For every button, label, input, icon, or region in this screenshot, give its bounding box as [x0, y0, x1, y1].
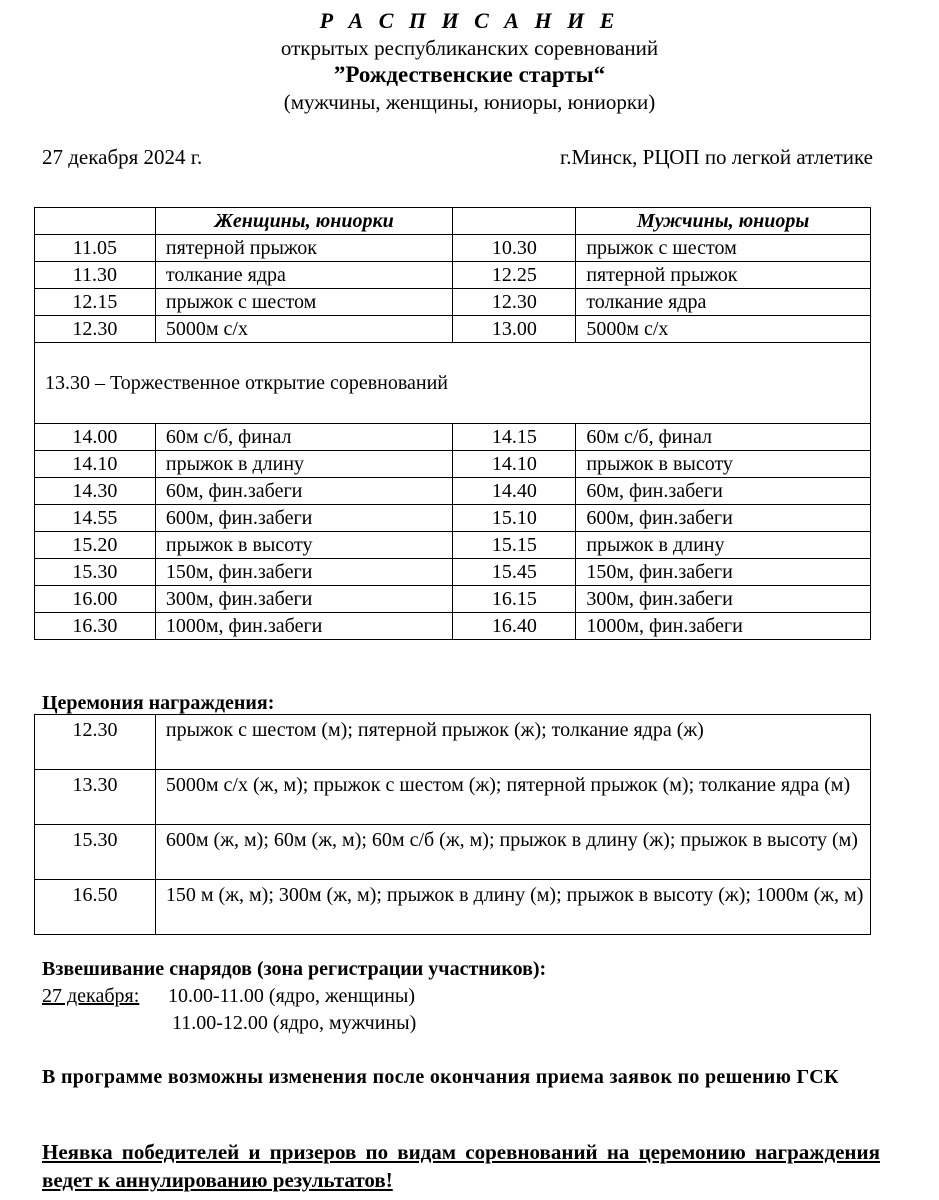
men-time: 16.15	[453, 586, 576, 613]
men-time: 16.40	[453, 613, 576, 640]
men-time: 15.45	[453, 559, 576, 586]
men-time: 14.15	[453, 424, 576, 451]
women-time: 16.30	[35, 613, 156, 640]
women-header: Женщины, юниорки	[155, 208, 453, 235]
men-time: 14.40	[453, 478, 576, 505]
women-time: 14.10	[35, 451, 156, 478]
men-event: 60м с/б, финал	[576, 424, 871, 451]
men-event: 150м, фин.забеги	[576, 559, 871, 586]
header-time-women	[35, 208, 156, 235]
women-event: толкание ядра	[155, 262, 453, 289]
men-event: 300м, фин.забеги	[576, 586, 871, 613]
schedule-row	[35, 235, 871, 262]
ceremony-row	[35, 880, 871, 935]
women-event: 60м с/б, финал	[155, 424, 453, 451]
ceremony-time: 15.30	[35, 825, 156, 880]
women-event: 1000м, фин.забеги	[155, 613, 453, 640]
women-time: 11.05	[35, 235, 156, 262]
women-time: 14.55	[35, 505, 156, 532]
ceremony-events: 150 м (ж, м); 300м (ж, м); прыжок в длину (м); прыжок в высоту (ж); 1000м (ж, м)	[155, 880, 870, 935]
ceremony-events: 600м (ж, м); 60м (ж, м); 60м с/б (ж, м); прыжок в длину (ж); прыжок в высоту (м)	[155, 825, 870, 880]
ceremony-time: 13.30	[35, 770, 156, 825]
women-event: прыжок с шестом	[155, 289, 453, 316]
ceremony-events: прыжок с шестом (м); пятерной прыжок (ж); толкание ядра (ж)	[155, 715, 870, 770]
men-event: 5000м с/х	[576, 316, 871, 343]
no-show-warning: Неявка победителей и призеров по видам соревнований на церемонию награждения ведет к аннулированию результатов!	[42, 1140, 880, 1192]
weighing-date: 27 декабря:	[42, 985, 140, 1007]
women-time: 11.30	[35, 262, 156, 289]
women-event: 150м, фин.забеги	[155, 559, 453, 586]
schedule-header-row	[35, 208, 871, 235]
women-event: 60м, фин.забеги	[155, 478, 453, 505]
schedule-row	[35, 559, 871, 586]
event-date: 27 декабря 2024 г.	[42, 145, 203, 169]
men-time: 10.30	[453, 235, 576, 262]
schedule-row	[35, 316, 871, 343]
women-time: 15.30	[35, 559, 156, 586]
header-time-men	[453, 208, 576, 235]
women-time: 12.15	[35, 289, 156, 316]
schedule-row	[35, 289, 871, 316]
ceremony-table	[34, 714, 871, 935]
women-time: 16.00	[35, 586, 156, 613]
ceremony-row	[35, 825, 871, 880]
women-event: 600м, фин.забеги	[155, 505, 453, 532]
women-time: 12.30	[35, 316, 156, 343]
opening-ceremony: 13.30 – Торжественное открытие соревнований	[35, 343, 871, 424]
men-time: 13.00	[453, 316, 576, 343]
schedule-row	[35, 451, 871, 478]
schedule-row	[35, 532, 871, 559]
schedule-row	[35, 262, 871, 289]
event-name: ”Рождественские старты“	[333, 62, 606, 87]
ceremony-row	[35, 770, 871, 825]
women-event: 300м, фин.забеги	[155, 586, 453, 613]
men-time: 15.15	[453, 532, 576, 559]
men-time: 15.10	[453, 505, 576, 532]
ceremony-time: 16.50	[35, 880, 156, 935]
men-event: пятерной прыжок	[576, 262, 871, 289]
women-time: 14.00	[35, 424, 156, 451]
schedule-row	[35, 424, 871, 451]
women-event: прыжок в длину	[155, 451, 453, 478]
men-time: 12.25	[453, 262, 576, 289]
ceremony-row	[35, 715, 871, 770]
men-event: 1000м, фин.забеги	[576, 613, 871, 640]
weighing-slot-2: 11.00-12.00 (ядро, мужчины)	[172, 1012, 417, 1034]
men-event: 60м, фин.забеги	[576, 478, 871, 505]
schedule-row	[35, 478, 871, 505]
men-event: толкание ядра	[576, 289, 871, 316]
event-categories: (мужчины, женщины, юниоры, юниорки)	[283, 90, 656, 114]
women-time: 15.20	[35, 532, 156, 559]
schedule-row	[35, 505, 871, 532]
ceremony-events: 5000м с/х (ж, м); прыжок с шестом (ж); пятерной прыжок (м); толкание ядра (м)	[155, 770, 870, 825]
women-event: прыжок в высоту	[155, 532, 453, 559]
men-time: 14.10	[453, 451, 576, 478]
event-location: г.Минск, РЦОП по легкой атлетике	[560, 145, 873, 169]
men-time: 12.30	[453, 289, 576, 316]
men-header: Мужчины, юниоры	[576, 208, 871, 235]
schedule-row	[35, 613, 871, 640]
women-event: 5000м с/х	[155, 316, 453, 343]
ceremony-time: 12.30	[35, 715, 156, 770]
schedule-table	[34, 207, 871, 640]
program-change-notice: В программе возможны изменения после окончания приема заявок по решению ГСК	[42, 1066, 839, 1088]
men-event: прыжок с шестом	[576, 235, 871, 262]
opening-row	[35, 343, 871, 424]
women-event: пятерной прыжок	[155, 235, 453, 262]
men-event: прыжок в длину	[576, 532, 871, 559]
men-event: 600м, фин.забеги	[576, 505, 871, 532]
ceremony-title: Церемония награждения:	[42, 692, 275, 714]
document-subtitle: открытых республиканских соревнований	[280, 36, 659, 60]
women-time: 14.30	[35, 478, 156, 505]
document-title: Р А С П И С А Н И Е	[319, 8, 620, 33]
men-event: прыжок в высоту	[576, 451, 871, 478]
schedule-row	[35, 586, 871, 613]
weighing-slot-1: 10.00-11.00 (ядро, женщины)	[168, 985, 415, 1007]
weighing-title: Взвешивание снарядов (зона регистрации участников):	[42, 958, 547, 980]
